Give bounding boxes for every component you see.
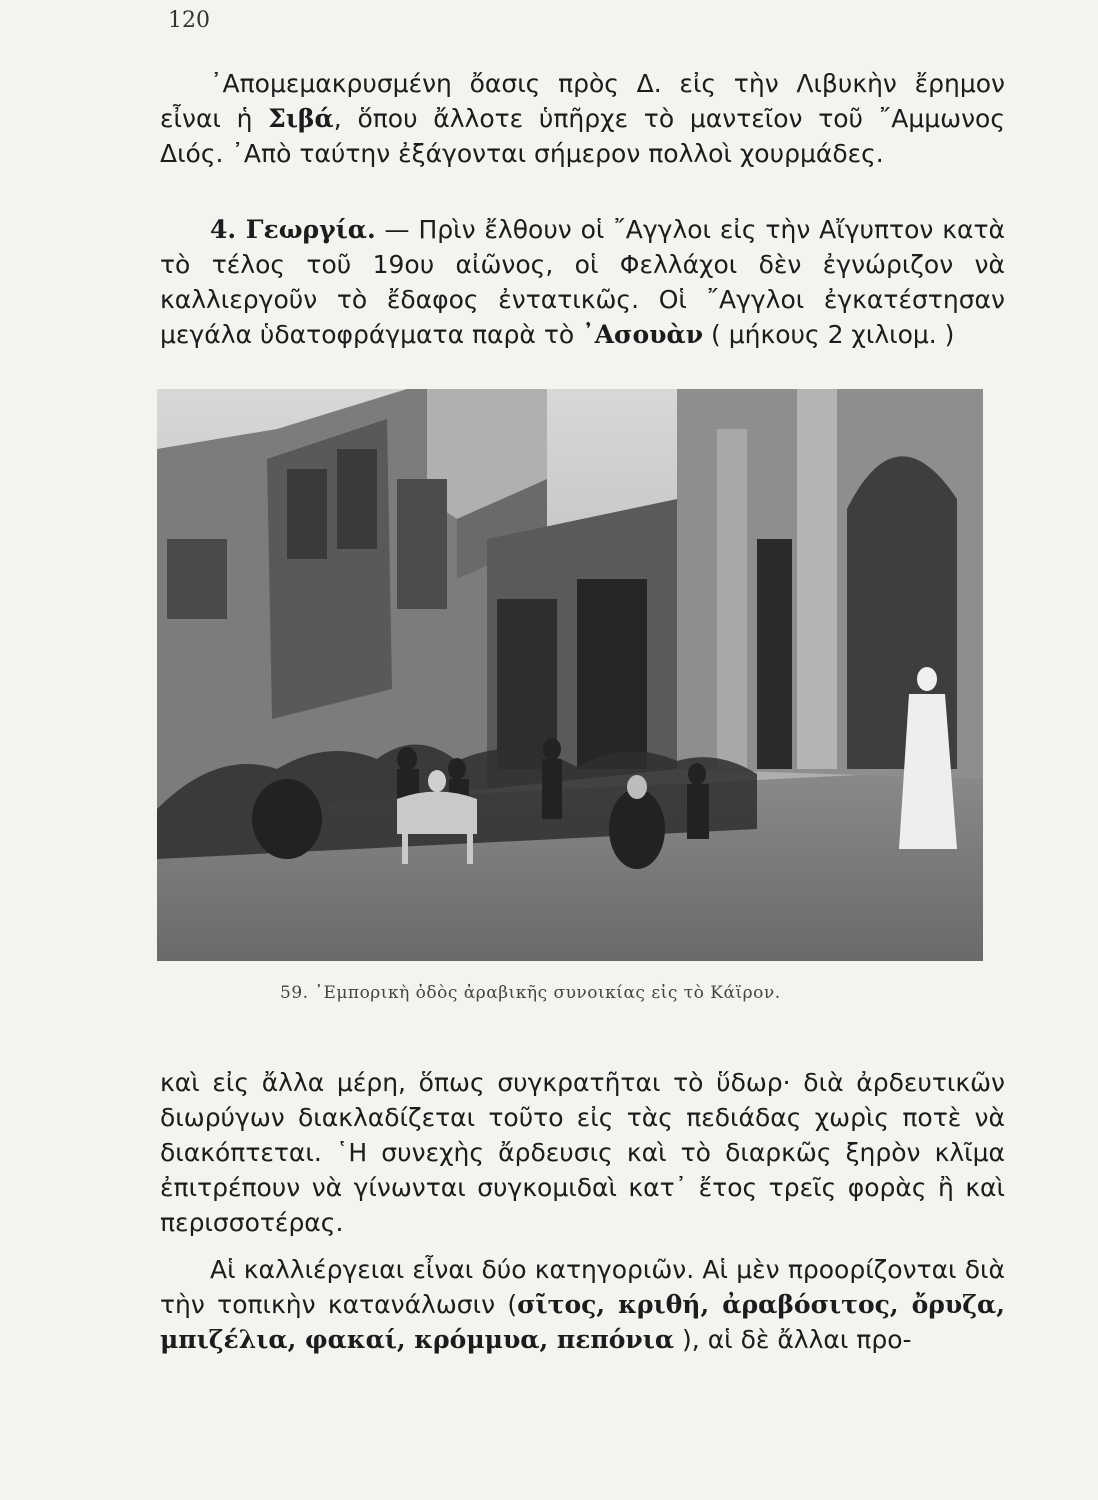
paragraph-irrigation-text: καὶ εἰς ἄλλα μέρη, ὅπως συγκρατῆται τὸ ὕδωρ· διὰ ἀρδευτικῶν διωρύγων διακλαδίζεται τοῦτο εἰς τὰς πεδιάδας χωρὶς ποτὲ νὰ διακόπτεται. ῾Η συνεχὴς ἄρδευσις καὶ τὸ διαρκῶς ξηρὸν κλῖμα ἐπιτρέπουν νὰ γίνωνται συγκομιδαὶ κατ᾿ ἔτος τρεῖς φορὰς ἢ καὶ περισσοτέρας.	[160, 1068, 1005, 1237]
bold-term-siwa: Σιβά	[268, 104, 334, 133]
text-run: Αἱ καλλιέργειαι εἶναι δύο κατηγοριῶν. Αἱ μὲν προορίζονται διὰ τὴν τοπικὴν κατανάλωσιν (	[160, 1255, 1005, 1319]
text-run: ᾿Απομεμακρυσμένη ὄασις πρὸς Δ. εἰς τὴν Λιβυκὴν ἔρημον εἶναι ἡ	[160, 69, 1005, 133]
paragraph-crops-text	[160, 1252, 1005, 1357]
bold-crop-list: σῖτος, κριθή, ἀραβόσιτος, ὄρυζα, μπιζέλια, φακαί, κρόμμυα, πεπόνια	[160, 1290, 1005, 1354]
street-photo	[157, 389, 983, 961]
street-photo-illustration	[157, 389, 983, 961]
section-heading: 4. Γεωργία.	[210, 215, 376, 244]
paragraph-siwa	[160, 66, 1005, 171]
paragraph-siwa-text	[160, 66, 1005, 171]
paragraph-spacer	[160, 1240, 1005, 1252]
paragraph-agriculture-text	[160, 212, 1005, 352]
text-run: ( μήκους 2 χιλιομ. )	[703, 320, 955, 349]
bold-term-aswan: ᾿Ασουὰν	[582, 320, 704, 349]
photo-caption: 59. ᾿Εμπορικὴ ὁδὸς ἀραβικῆς συνοικίας εἰς τὸ Κάϊρον.	[280, 983, 781, 1003]
paragraph-agriculture	[160, 212, 1005, 352]
text-run: ), αἱ δὲ ἄλλαι προ-	[674, 1325, 912, 1354]
text-run: , ὅπου ἄλλοτε ὑπῆρχε τὸ μαντεῖον τοῦ ῎Αμμωνος Διός. ᾿Απὸ ταύτην ἐξάγονται σήμερον πολλοὶ χουρμάδες.	[160, 104, 1005, 168]
page-number: 120	[168, 8, 210, 33]
paragraph-irrigation	[160, 1065, 1005, 1357]
text-run: — Πρὶν ἔλθουν οἱ ῎Αγγλοι εἰς τὴν Αἴγυπτον κατὰ τὸ τέλος τοῦ 19ου αἰῶνος, οἱ Φελλάχοι δὲν ἐγνώριζον νὰ καλλιεργοῦν τὸ ἔδαφος ἐντατικῶς. Οἱ ῎Αγγλοι ἐγκατέστησαν μεγάλα ὑδατοφράγματα παρὰ τὸ	[160, 215, 1005, 349]
